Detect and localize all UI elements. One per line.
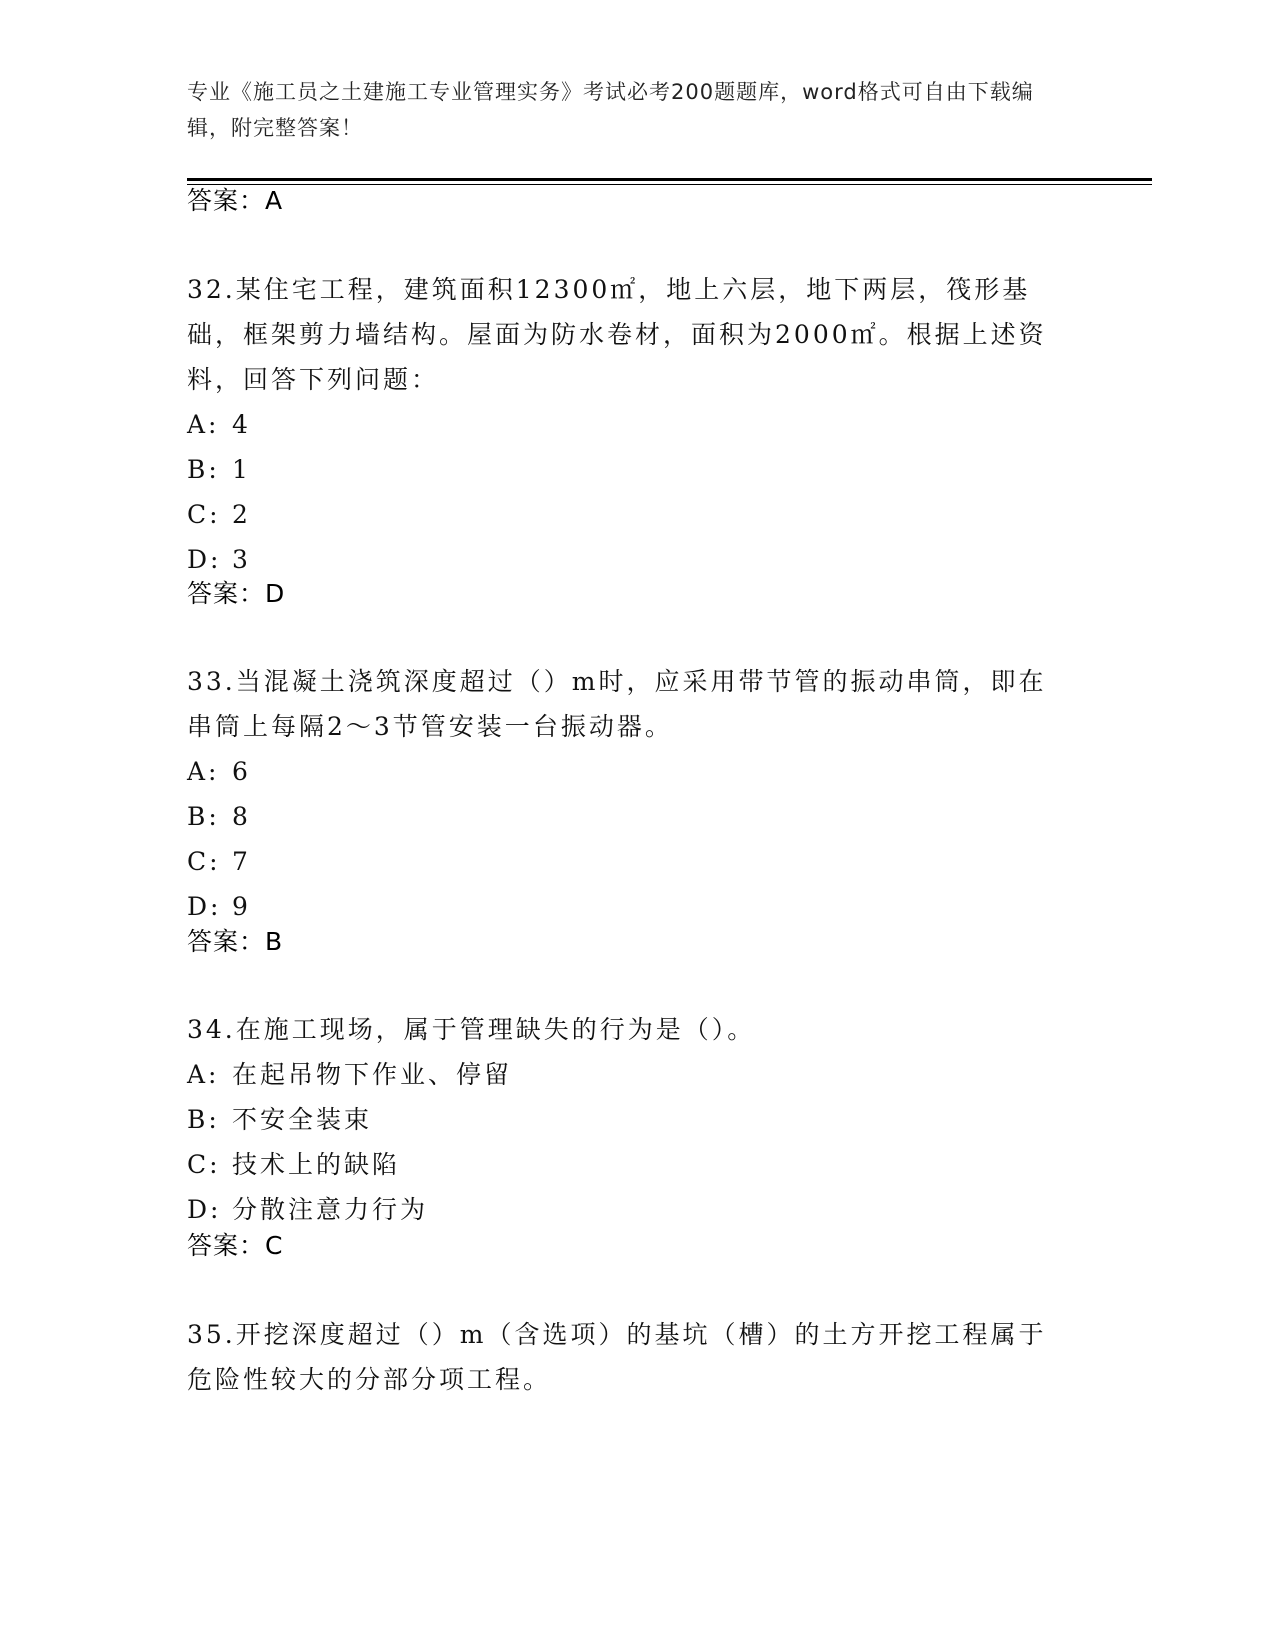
option-value: 8 [232, 802, 251, 831]
option-d [187, 1187, 1067, 1232]
page-header: 专业《施工员之土建施工专业管理实务》考试必考200题题库，word格式可自由下载编辑，附完整答案！ [187, 80, 1034, 140]
option-value: 7 [232, 847, 251, 876]
answer-33: 答案：B [187, 927, 284, 956]
question-34 [187, 1007, 1067, 1232]
option-label: A: [187, 757, 220, 786]
option-a [187, 1052, 1067, 1097]
option-value: 6 [232, 757, 251, 786]
option-value: 不安全装束 [232, 1105, 373, 1134]
option-b [187, 447, 1067, 492]
header-divider-thin [187, 184, 1152, 185]
option-label: C: [187, 1150, 221, 1179]
option-label: A: [187, 1060, 220, 1089]
question-text: 33.当混凝土浇筑深度超过（）m时，应采用带节管的振动串筒，即在串筒上每隔2～3节管安装一台振动器。 [187, 667, 1047, 741]
option-label: A: [187, 410, 220, 439]
option-value: 3 [232, 545, 251, 574]
question-33 [187, 659, 1067, 929]
option-label: B: [187, 802, 220, 831]
option-label: C: [187, 847, 221, 876]
option-value: 分散注意力行为 [232, 1195, 429, 1224]
question-35 [187, 1312, 1067, 1402]
option-a [187, 402, 1067, 447]
previous-answer: 答案：A [187, 186, 284, 215]
option-value: 在起吊物下作业、停留 [232, 1060, 513, 1089]
option-value: 技术上的缺陷 [232, 1150, 401, 1179]
question-text: 35.开挖深度超过（）m（含选项）的基坑（槽）的土方开挖工程属于危险性较大的分部分项工程。 [187, 1320, 1047, 1394]
option-c [187, 839, 1067, 884]
option-c [187, 492, 1067, 537]
option-label: B: [187, 455, 220, 484]
header-divider-thick [187, 178, 1152, 181]
option-value: 9 [232, 892, 251, 921]
option-d [187, 884, 1067, 929]
option-label: B: [187, 1105, 220, 1134]
option-value: 1 [232, 455, 251, 484]
option-b [187, 1097, 1067, 1142]
question-text: 32.某住宅工程，建筑面积12300㎡，地上六层，地下两层，筏形基础，框架剪力墙结构。屋面为防水卷材，面积为2000㎡。根据上述资料，回答下列问题： [187, 275, 1047, 394]
option-value: 2 [232, 500, 251, 529]
option-a [187, 749, 1067, 794]
question-32 [187, 267, 1067, 582]
option-label: D: [187, 1195, 222, 1224]
option-label: D: [187, 545, 222, 574]
answer-32: 答案：D [187, 579, 286, 608]
option-label: D: [187, 892, 222, 921]
option-value: 4 [232, 410, 251, 439]
option-c [187, 1142, 1067, 1187]
answer-34: 答案：C [187, 1231, 284, 1260]
option-label: C: [187, 500, 221, 529]
option-b [187, 794, 1067, 839]
question-text: 34.在施工现场，属于管理缺失的行为是（）。 [187, 1015, 756, 1044]
option-d [187, 537, 1067, 582]
